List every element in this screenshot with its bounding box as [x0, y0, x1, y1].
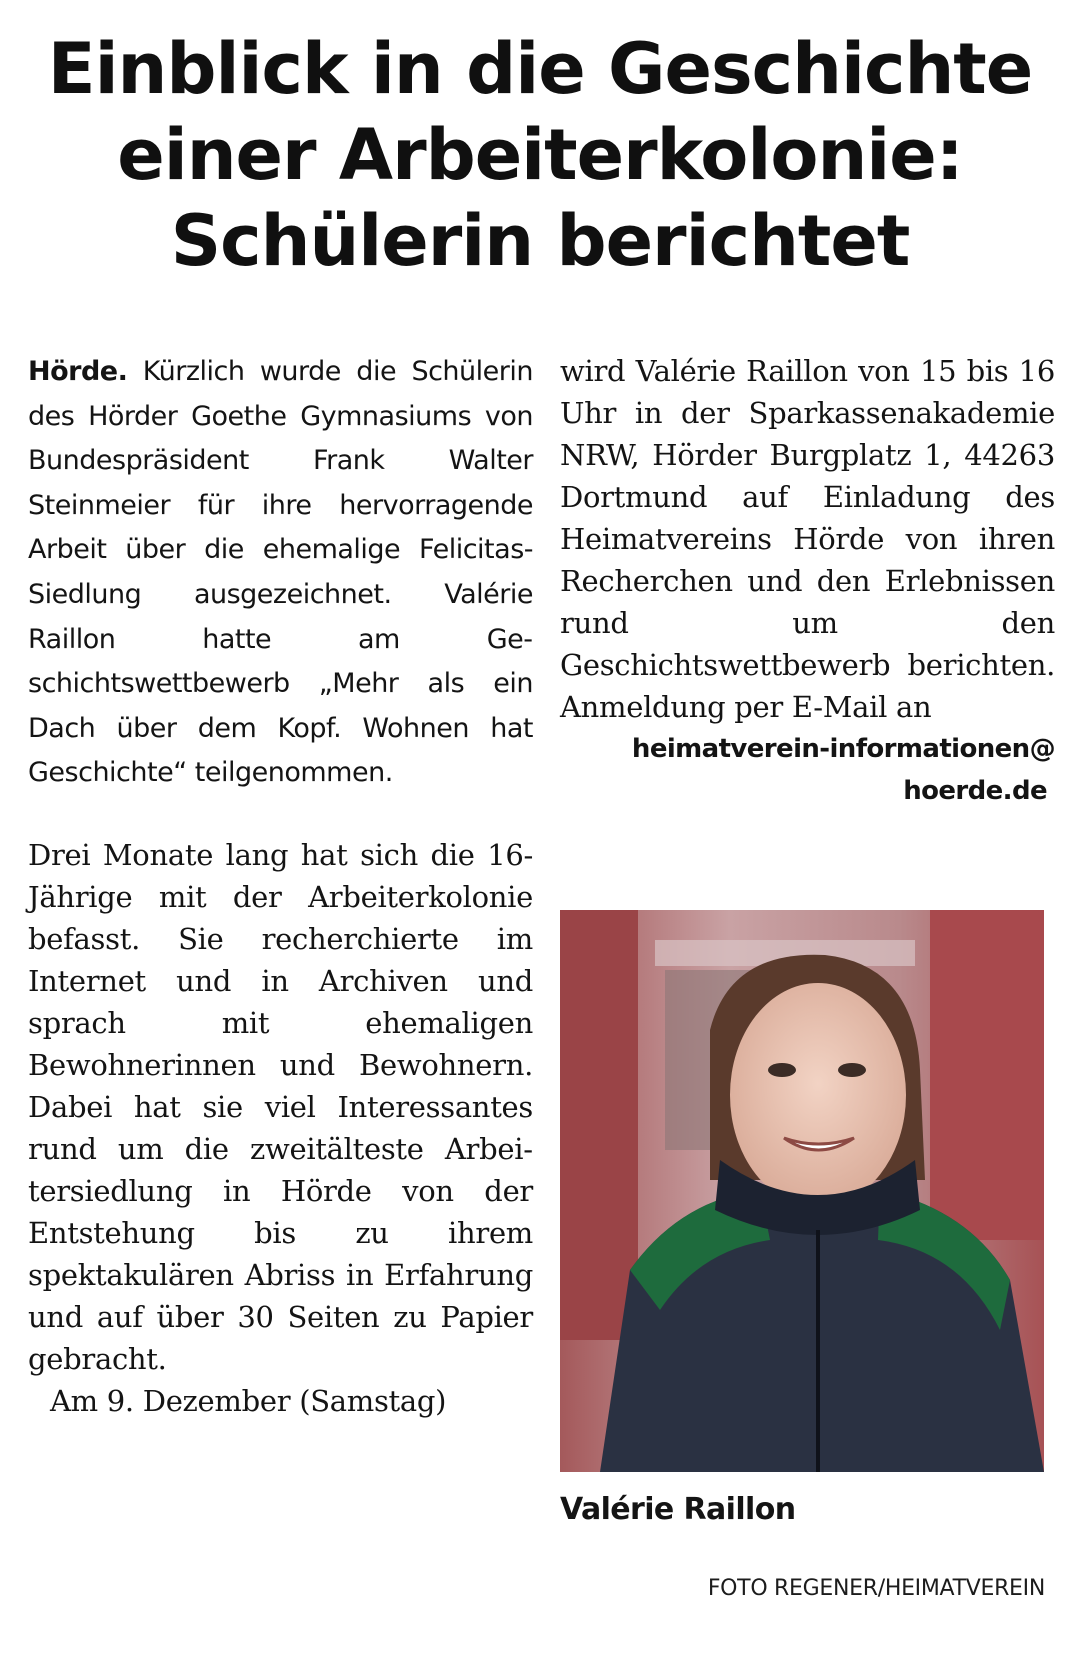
- email-address-part-2: heimatverein-hoerde.de: [631, 734, 1047, 806]
- intro-text: Kürzlich wurde die Schülerin des Hörder Goethe Gymnasiums von Bundespräsident Frank Walter Steinmeier für ihre hervorragende Arbeit über die ehemalige Felicitas-Siedlung ausgezeichnet. Valérie Raillon hatte am Geschichtswettbewerb „Mehr als ein Dach über dem Kopf. Wohnen hat Geschichte“ teilgenommen.: [28, 356, 533, 789]
- right-column: [560, 350, 1055, 812]
- body-paragraph: Drei Monate lang hat sich die 16-Jährige mit der Arbeiterkolonie befasst. Sie recherchierte im Internet und in Archiven und sprach mit ehemaligen Bewohnerinnen und Bewohnern. Dabei hat sie viel Interessantes rund um die zweitälteste Arbeitersiedlung in Hörde von der Entstehung bis zu ihrem spektakulären Abriss in Erfahrung und auf über 30 Seiten zu Papier gebracht.: [28, 837, 533, 1376]
- portrait-illustration: [560, 910, 1044, 1472]
- event-text: wird Valérie Raillon von 15 bis 16 Uhr in der Sparkassenakademie NRW, Hörder Burgplatz 1, 44263 Dortmund auf Einladung des Heimatvereins Hörde von ihren Recherchen und den Erlebnissen rund um den Geschichtswettbewerb berichten. Anmeldung per E-Mail an: [560, 354, 1055, 724]
- headline-line-1: Einblick in die Geschichte: [47, 28, 1033, 110]
- email-address-part-1: informationen@: [829, 734, 1055, 764]
- photo-caption: Valérie Raillon: [560, 1492, 796, 1527]
- headline-line-2: einer Arbeiterkolonie:: [117, 114, 963, 196]
- photo-credit: FOTO REGENER/HEIMATVEREIN: [707, 1576, 1045, 1601]
- headline: [40, 26, 1040, 284]
- intro-paragraph: [28, 350, 533, 796]
- portrait-photo: [560, 910, 1044, 1472]
- dateline: Hörde.: [28, 356, 128, 387]
- headline-line-3: Schülerin berichtet: [170, 200, 910, 282]
- event-paragraph-start: Am 9. Dezember (Samstag): [50, 1383, 447, 1418]
- left-column: [28, 350, 533, 1422]
- event-paragraph: [560, 350, 1055, 764]
